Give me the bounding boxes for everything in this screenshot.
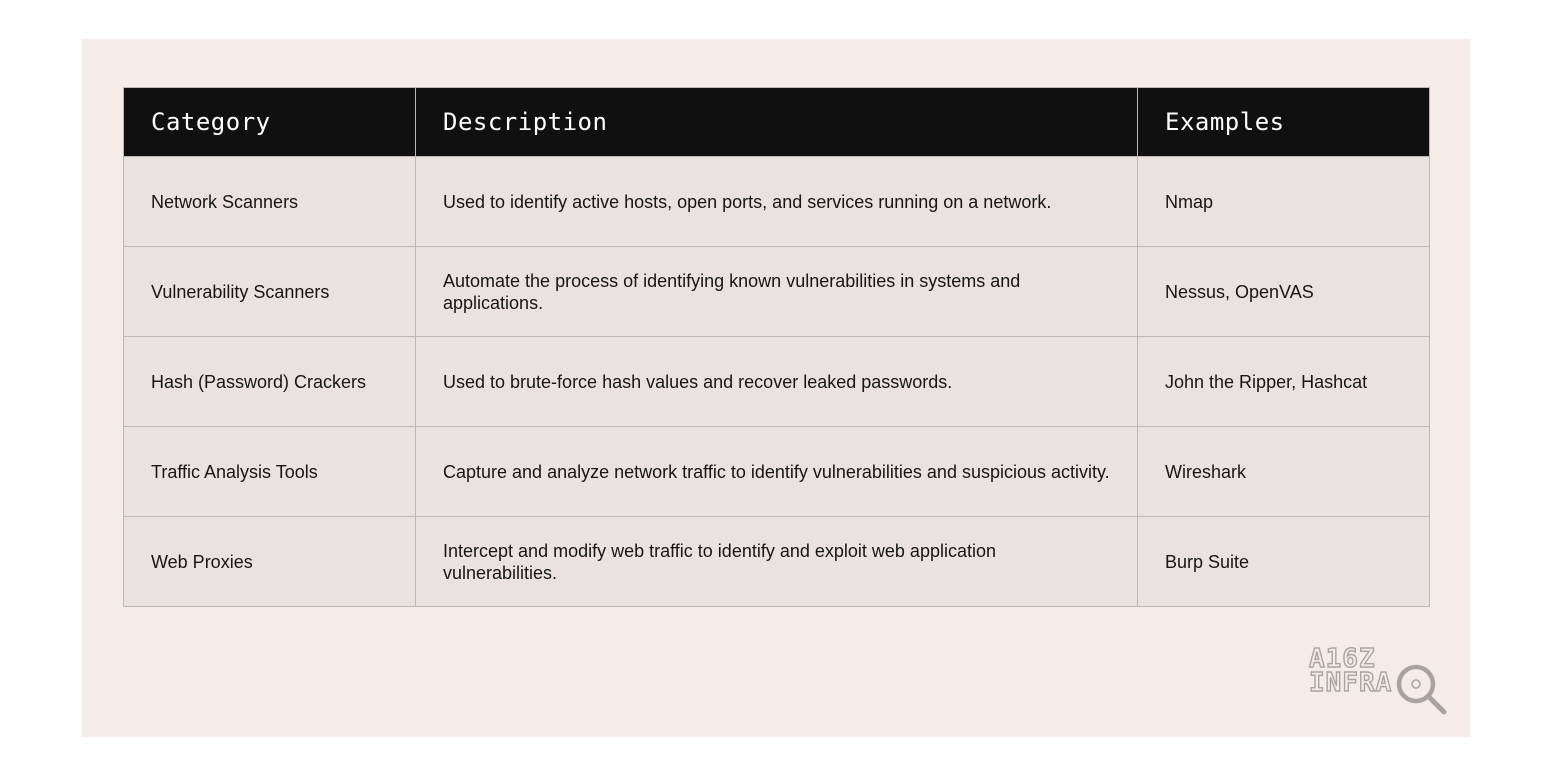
column-header-category: Category (124, 88, 416, 157)
tools-table (123, 87, 1430, 607)
content-card (82, 39, 1470, 737)
examples-cell: Nmap (1138, 157, 1430, 247)
category-cell: Hash (Password) Crackers (124, 337, 416, 427)
table-row (124, 517, 1430, 607)
a16z-infra-logo (1309, 644, 1454, 717)
description-cell: Automate the process of identifying known vulnerabilities in systems and applications. (416, 247, 1138, 337)
category-cell: Network Scanners (124, 157, 416, 247)
table-row (124, 157, 1430, 247)
category-cell: Vulnerability Scanners (124, 247, 416, 337)
description-cell: Intercept and modify web traffic to identify and exploit web application vulnerabilities. (416, 517, 1138, 607)
description-cell: Capture and analyze network traffic to identify vulnerabilities and suspicious activity. (416, 427, 1138, 517)
logo-wordmark (1309, 644, 1393, 698)
table-row (124, 247, 1430, 337)
examples-cell: John the Ripper, Hashcat (1138, 337, 1430, 427)
table-header-row (124, 88, 1430, 157)
column-header-description: Description (416, 88, 1138, 157)
magnifier-icon (1391, 659, 1451, 719)
category-cell: Web Proxies (124, 517, 416, 607)
column-header-examples: Examples (1138, 88, 1430, 157)
description-cell: Used to identify active hosts, open ports, and services running on a network. (416, 157, 1138, 247)
examples-cell: Burp Suite (1138, 517, 1430, 607)
category-cell: Traffic Analysis Tools (124, 427, 416, 517)
description-cell: Used to brute-force hash values and recover leaked passwords. (416, 337, 1138, 427)
examples-cell: Nessus, OpenVAS (1138, 247, 1430, 337)
logo-line-2: INFRA (1309, 668, 1393, 698)
examples-cell: Wireshark (1138, 427, 1430, 517)
table-row (124, 337, 1430, 427)
table-row (124, 427, 1430, 517)
logo-line-1: A16Z (1309, 644, 1376, 674)
